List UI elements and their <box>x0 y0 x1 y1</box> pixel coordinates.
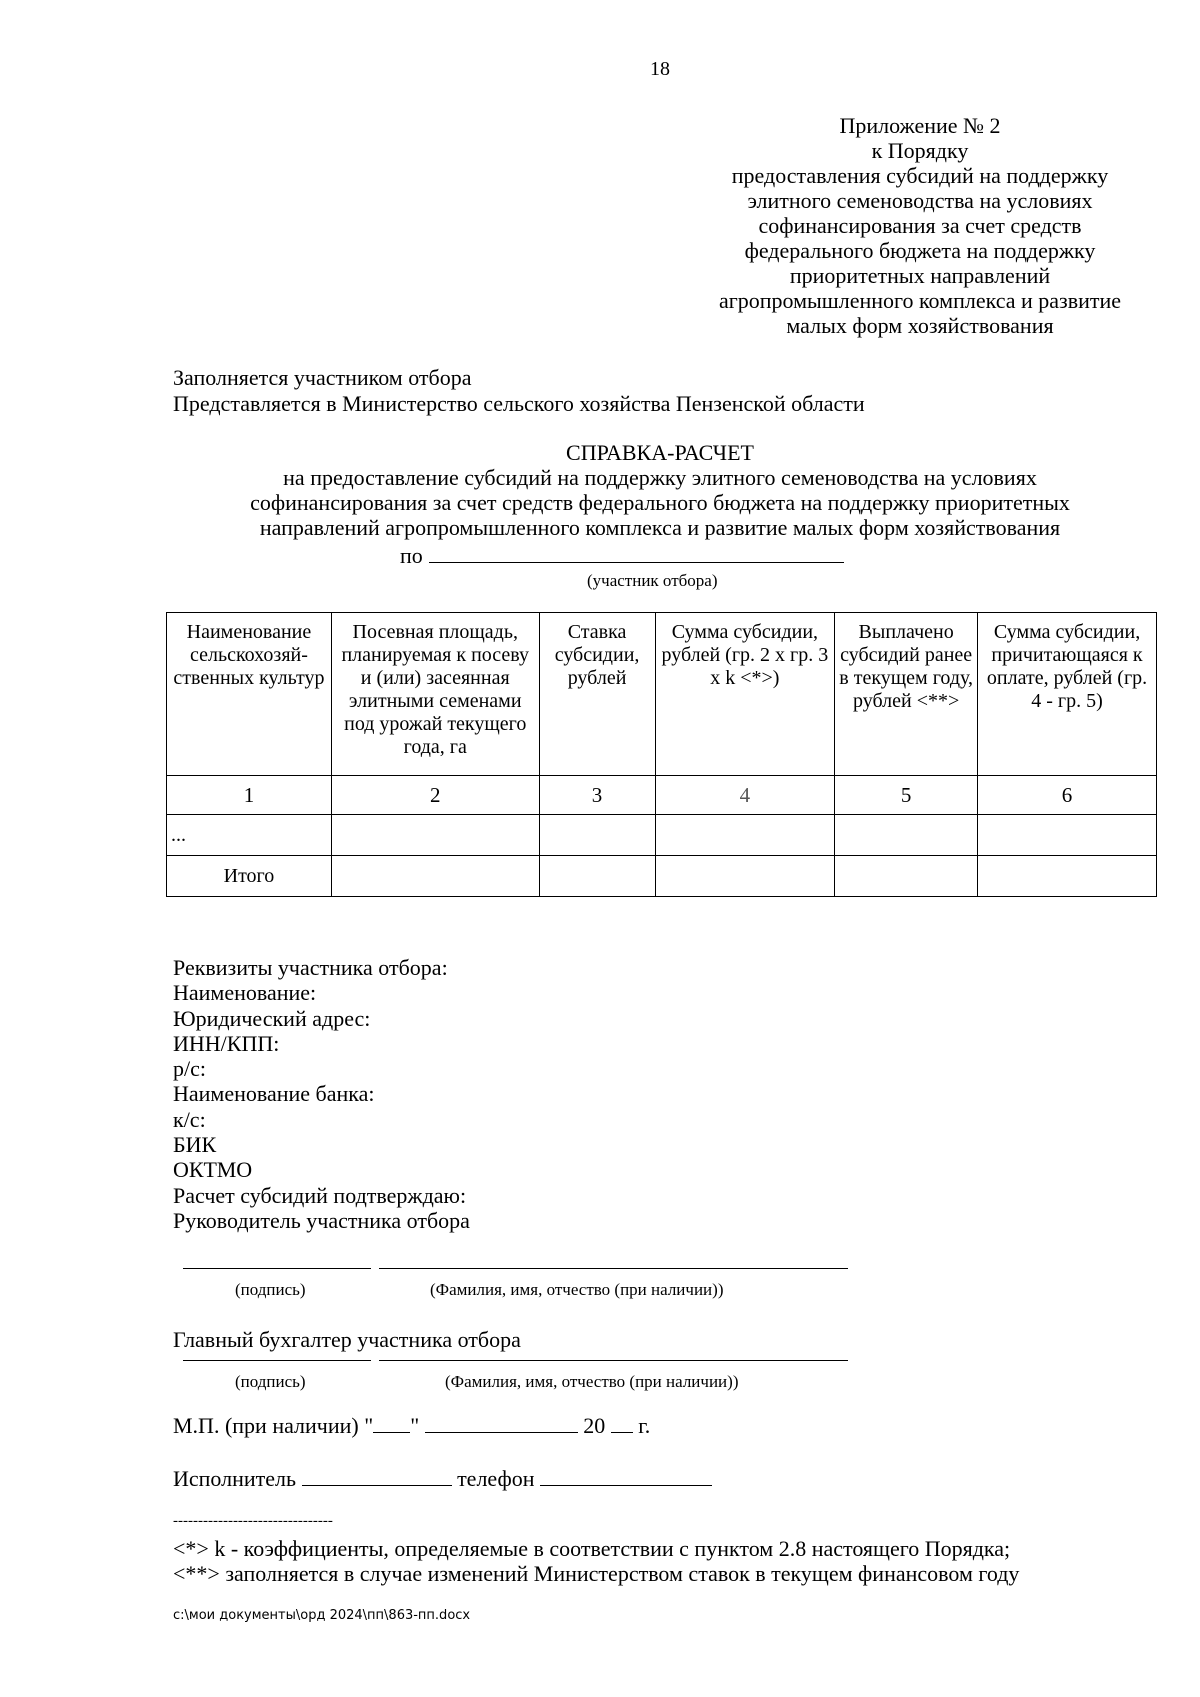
column-number: 4 <box>655 776 835 815</box>
table-cell[interactable] <box>835 856 978 897</box>
executor-line <box>173 1466 712 1492</box>
footnote: <*> k - коэффициенты, определяемые в соответствии с пунктом 2.8 настоящего Порядка; <box>173 1536 1011 1561</box>
total-label: Итого <box>167 856 332 897</box>
day-blank[interactable] <box>373 1414 410 1433</box>
full-name-blank[interactable] <box>379 1268 848 1269</box>
table-cell[interactable] <box>539 815 655 856</box>
mp-label: М.П. (при наличии) " <box>173 1413 374 1438</box>
document-title <box>180 440 1140 540</box>
fill-note-line1: Заполняется участником отбора <box>173 365 472 390</box>
ellipsis-cell: ... <box>167 815 332 856</box>
requisites-block <box>173 955 470 1233</box>
full-name-caption: (Фамилия, имя, отчество (при наличии)) <box>430 1280 724 1299</box>
requisite-line: Юридический адрес: <box>173 1005 371 1031</box>
table-cell[interactable] <box>331 815 539 856</box>
participant-caption: (участник отбора) <box>587 571 718 590</box>
fill-note <box>173 365 865 417</box>
appendix-line: предоставления субсидий на поддержку <box>731 163 1109 188</box>
appendix-line: малых форм хозяйствования <box>786 313 1054 338</box>
table-cell[interactable] <box>655 856 835 897</box>
table-row <box>167 815 1157 856</box>
file-path: c:\мои документы\орд 2024\пп\863-пп.docx <box>173 1608 471 1623</box>
year-suffix: г. <box>638 1413 651 1438</box>
title-line: направлений агропромышленного комплекса и развитие малых форм хозяйствования <box>259 515 1061 540</box>
table-cell[interactable] <box>655 815 835 856</box>
requisite-line: к/с: <box>173 1106 206 1132</box>
year-label: 20 <box>583 1413 606 1438</box>
header-paid-earlier: Выплачено субсидий ранее в текущем году, рублей <**> <box>835 613 978 776</box>
requisite-line: р/с: <box>173 1056 206 1082</box>
signature-caption: (подпись) <box>235 1280 306 1299</box>
participant-blank[interactable] <box>429 544 844 563</box>
column-number: 5 <box>835 776 978 815</box>
column-number: 6 <box>978 776 1157 815</box>
title-line: на предоставление субсидий на поддержку элитного семеноводства на условиях <box>283 465 1037 490</box>
requisite-line: Расчет субсидий подтверждаю: <box>173 1182 467 1208</box>
accountant-signature-lines <box>183 1360 848 1362</box>
month-blank[interactable] <box>425 1414 578 1433</box>
column-number: 1 <box>167 776 332 815</box>
mp-quote: " <box>410 1413 420 1438</box>
title-line: софинансирования за счет средств федерального бюджета на поддержку приоритетных <box>250 490 1070 515</box>
appendix-line: софинансирования за счет средств <box>758 213 1082 238</box>
fill-note-line2: Представляется в Министерство сельского хозяйства Пензенской области <box>173 391 865 416</box>
table-cell[interactable] <box>835 815 978 856</box>
appendix-line: элитного семеноводства на условиях <box>747 188 1093 213</box>
table-cell[interactable] <box>331 856 539 897</box>
footnote: <**> заполняется в случае изменений Министерством ставок в текущем финансовом году <box>173 1561 1020 1586</box>
column-number-row <box>167 776 1157 815</box>
table-cell[interactable] <box>978 856 1157 897</box>
full-name-caption: (Фамилия, имя, отчество (при наличии)) <box>445 1372 739 1391</box>
requisite-line: БИК <box>173 1132 217 1158</box>
signature-caption: (подпись) <box>235 1372 306 1391</box>
header-due-sum: Сумма субсидии, причитающаяся к оплате, рублей (гр. 4 - гр. 5) <box>978 613 1157 776</box>
footnotes <box>173 1536 1019 1586</box>
appendix-line: приоритетных направлений <box>789 263 1051 288</box>
total-row <box>167 856 1157 897</box>
signature-blank[interactable] <box>183 1360 371 1361</box>
year-blank[interactable] <box>611 1414 633 1433</box>
appendix-line: Приложение № 2 <box>839 113 1001 138</box>
footnote-separator: -------------------------------- <box>173 1513 333 1529</box>
table-cell[interactable] <box>539 856 655 897</box>
requisite-line: Реквизиты участника отбора: <box>173 955 448 980</box>
chief-accountant-label: Главный бухгалтер участника отбора <box>173 1327 521 1352</box>
phone-blank[interactable] <box>540 1467 712 1486</box>
appendix-line: агропромышленного комплекса и развитие <box>718 288 1122 313</box>
executor-label: Исполнитель <box>173 1466 297 1491</box>
appendix-line: к Порядку <box>871 138 969 163</box>
page-number: 18 <box>650 58 670 80</box>
header-area: Посевная площадь, планируемая к посеву и (или) засеянная элитными семенами под урожай текущего года, га <box>331 613 539 776</box>
requisite-line: Руководитель участника отбора <box>173 1207 470 1233</box>
column-number: 3 <box>539 776 655 815</box>
signature-blank[interactable] <box>183 1268 371 1269</box>
requisite-line: Наименование: <box>173 980 317 1006</box>
requisite-line: ИНН/КПП: <box>173 1030 280 1056</box>
requisite-line: Наименование банка: <box>173 1081 375 1107</box>
header-subsidy-sum: Сумма субсидии, рублей (гр. 2 x гр. 3 x k <*>) <box>655 613 835 776</box>
po-label: по <box>400 543 423 568</box>
phone-label: телефон <box>457 1466 535 1491</box>
appendix-header <box>700 113 1140 338</box>
calculation-table <box>166 612 1157 897</box>
header-rate: Ставка субсидии, рублей <box>539 613 655 776</box>
header-crops: Наименование сельскохозяй-ственных культур <box>167 613 332 776</box>
title-heading: СПРАВКА-РАСЧЕТ <box>566 440 754 465</box>
executor-blank[interactable] <box>302 1467 452 1486</box>
participant-line <box>400 543 844 569</box>
head-signature-lines <box>183 1268 848 1270</box>
column-number: 2 <box>331 776 539 815</box>
stamp-date-line <box>173 1413 650 1439</box>
requisite-line: ОКТМО <box>173 1157 253 1183</box>
table-cell[interactable] <box>978 815 1157 856</box>
full-name-blank[interactable] <box>379 1360 848 1361</box>
appendix-line: федерального бюджета на поддержку <box>744 238 1096 263</box>
table-header-row <box>167 613 1157 776</box>
